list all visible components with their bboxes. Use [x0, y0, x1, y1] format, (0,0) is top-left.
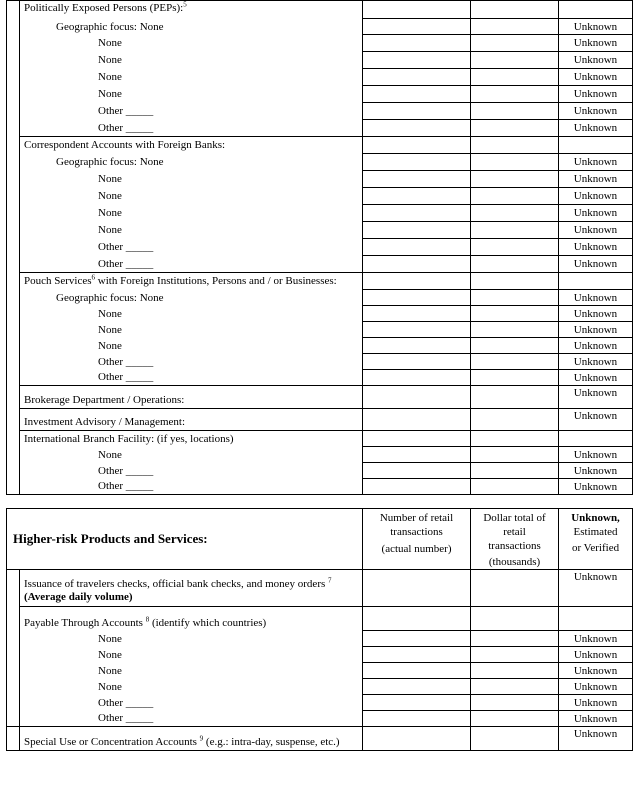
brokerage-label: Brokerage Department / Operations:: [20, 386, 363, 409]
status-cell: Unknown: [559, 222, 633, 239]
status-cell: [559, 607, 633, 631]
row-label: Other _____: [20, 370, 363, 386]
dollar-total-cell[interactable]: [471, 370, 559, 386]
row-label: Other _____: [20, 120, 363, 137]
dollar-total-cell[interactable]: [471, 306, 559, 322]
row-label: None: [20, 679, 363, 695]
retail-count-cell[interactable]: [363, 154, 471, 171]
dollar-total-cell[interactable]: [471, 322, 559, 338]
retail-count-cell[interactable]: [363, 1, 471, 19]
section-heading-pouch: Pouch Services$^6$ with Foreign Institutions, Persons and / or Businesses:: [20, 273, 363, 290]
retail-count-cell[interactable]: [363, 338, 471, 354]
status-cell: [559, 1, 633, 19]
dollar-total-cell[interactable]: [471, 647, 559, 663]
retail-count-cell[interactable]: [363, 103, 471, 120]
row-label: Other _____: [20, 463, 363, 479]
dollar-total-cell[interactable]: [471, 711, 559, 727]
retail-count-cell[interactable]: [363, 306, 471, 322]
payable-through-heading: Payable Through Accounts $^8$ (identify which countries): [20, 607, 363, 631]
row-label: None: [20, 306, 363, 322]
status-cell: [559, 137, 633, 154]
retail-count-cell[interactable]: [363, 239, 471, 256]
travelers-checks-label: Issuance of travelers checks, official bank checks, and money orders $^7$ (Average daily volume): [20, 570, 363, 607]
row-label: None: [20, 631, 363, 647]
retail-count-cell[interactable]: [363, 120, 471, 137]
retail-count-cell[interactable]: [363, 273, 471, 290]
row-label: None: [20, 35, 363, 52]
dollar-total-cell[interactable]: [471, 570, 559, 607]
status-cell: Unknown: [559, 86, 633, 103]
row-label: None: [20, 322, 363, 338]
dollar-total-cell[interactable]: [471, 256, 559, 273]
dollar-total-cell[interactable]: [471, 35, 559, 52]
retail-count-cell[interactable]: [363, 370, 471, 386]
section-heading-intl-branch: International Branch Facility: (if yes, locations): [20, 431, 363, 447]
status-cell: Unknown: [559, 338, 633, 354]
dollar-total-cell[interactable]: [471, 354, 559, 370]
status-cell: Unknown: [559, 570, 633, 607]
retail-count-cell[interactable]: [363, 409, 471, 431]
row-label: None: [20, 171, 363, 188]
status-cell: Unknown: [559, 727, 633, 751]
section-heading-correspondent: Correspondent Accounts with Foreign Banks:: [20, 137, 363, 154]
row-label: None: [20, 663, 363, 679]
retail-count-cell[interactable]: [363, 188, 471, 205]
retail-count-cell[interactable]: [363, 256, 471, 273]
dollar-total-cell[interactable]: [471, 463, 559, 479]
row-label: Other _____: [20, 695, 363, 711]
retail-count-cell[interactable]: [363, 322, 471, 338]
row-label: Other _____: [20, 711, 363, 727]
dollar-total-cell[interactable]: [471, 154, 559, 171]
retail-count-cell[interactable]: [363, 205, 471, 222]
row-label: None: [20, 647, 363, 663]
section-title: Higher-risk Products and Services:: [7, 509, 363, 570]
retail-count-cell[interactable]: [363, 727, 471, 751]
dollar-total-cell[interactable]: [471, 103, 559, 120]
dollar-total-cell[interactable]: [471, 171, 559, 188]
dollar-total-cell[interactable]: [471, 52, 559, 69]
dollar-total-cell[interactable]: [471, 137, 559, 154]
row-label: Other _____: [20, 103, 363, 120]
dollar-total-cell[interactable]: [471, 120, 559, 137]
dollar-total-cell[interactable]: [471, 631, 559, 647]
row-label: Geographic focus: None: [20, 19, 363, 35]
retail-count-cell[interactable]: [363, 52, 471, 69]
dollar-total-cell[interactable]: [471, 409, 559, 431]
row-label: Other _____: [20, 239, 363, 256]
status-cell: Unknown: [559, 370, 633, 386]
row-label: None: [20, 447, 363, 463]
status-cell: Unknown: [559, 103, 633, 120]
retail-count-cell[interactable]: [363, 479, 471, 495]
retail-count-cell[interactable]: [363, 695, 471, 711]
dollar-total-cell[interactable]: [471, 338, 559, 354]
col-header-dollar-total: Dollar total of retail transactions (thousands): [471, 509, 559, 570]
special-use-accounts-label: Special Use or Concentration Accounts $^9$ (e.g.: intra-day, suspense, etc.): [20, 727, 363, 751]
retail-count-cell[interactable]: [363, 663, 471, 679]
dollar-total-cell[interactable]: [471, 447, 559, 463]
status-cell: Unknown: [559, 19, 633, 35]
dollar-total-cell[interactable]: [471, 663, 559, 679]
row-label: Geographic focus: None: [20, 154, 363, 171]
row-label: None: [20, 52, 363, 69]
retail-count-cell[interactable]: [363, 570, 471, 607]
row-label: None: [20, 69, 363, 86]
status-cell: Unknown: [559, 479, 633, 495]
dollar-total-cell[interactable]: [471, 222, 559, 239]
dollar-total-cell[interactable]: [471, 273, 559, 290]
retail-count-cell[interactable]: [363, 69, 471, 86]
retail-count-cell[interactable]: [363, 447, 471, 463]
status-cell: Unknown: [559, 409, 633, 431]
status-cell: Unknown: [559, 711, 633, 727]
row-label: None: [20, 188, 363, 205]
dollar-total-cell[interactable]: [471, 679, 559, 695]
dollar-total-cell[interactable]: [471, 19, 559, 35]
dollar-total-cell[interactable]: [471, 431, 559, 447]
retail-count-cell[interactable]: [363, 711, 471, 727]
risk-table-top: [6, 0, 633, 495]
status-cell: [559, 273, 633, 290]
row-label: None: [20, 222, 363, 239]
row-label: Geographic focus: None: [20, 290, 363, 306]
status-cell: Unknown: [559, 171, 633, 188]
investment-advisory-label: Investment Advisory / Management:: [20, 409, 363, 431]
status-cell: Unknown: [559, 52, 633, 69]
dollar-total-cell[interactable]: [471, 290, 559, 306]
status-cell: Unknown: [559, 239, 633, 256]
col-header-retail-count: Number of retail transactions (actual number): [363, 509, 471, 570]
retail-count-cell[interactable]: [363, 354, 471, 370]
status-cell: Unknown: [559, 322, 633, 338]
status-cell: [559, 431, 633, 447]
retail-count-cell[interactable]: [363, 222, 471, 239]
retail-count-cell[interactable]: [363, 86, 471, 103]
status-cell: Unknown: [559, 35, 633, 52]
retail-count-cell[interactable]: [363, 137, 471, 154]
status-cell: Unknown: [559, 154, 633, 171]
dollar-total-cell[interactable]: [471, 607, 559, 631]
dollar-total-cell[interactable]: [471, 69, 559, 86]
row-label: None: [20, 86, 363, 103]
dollar-total-cell[interactable]: [471, 239, 559, 256]
row-label: Other _____: [20, 256, 363, 273]
row-label: Other _____: [20, 479, 363, 495]
col-header-status: Unknown, Estimated or Verified: [559, 509, 633, 570]
retail-count-cell[interactable]: [363, 290, 471, 306]
retail-count-cell[interactable]: [363, 171, 471, 188]
row-label: None: [20, 338, 363, 354]
status-cell: Unknown: [559, 69, 633, 86]
dollar-total-cell[interactable]: [471, 205, 559, 222]
dollar-total-cell[interactable]: [471, 695, 559, 711]
dollar-total-cell[interactable]: [471, 479, 559, 495]
retail-count-cell[interactable]: [363, 386, 471, 409]
dollar-total-cell[interactable]: [471, 727, 559, 751]
row-label: None: [20, 205, 363, 222]
status-cell: Unknown: [559, 679, 633, 695]
retail-count-cell[interactable]: [363, 647, 471, 663]
dollar-total-cell[interactable]: [471, 86, 559, 103]
row-label: Other _____: [20, 354, 363, 370]
status-cell: Unknown: [559, 354, 633, 370]
section-heading-peps: Politically Exposed Persons (PEPs):$^5$: [20, 1, 363, 19]
status-cell: Unknown: [559, 447, 633, 463]
retail-count-cell[interactable]: [363, 19, 471, 35]
retail-count-cell[interactable]: [363, 35, 471, 52]
status-cell: Unknown: [559, 205, 633, 222]
retail-count-cell[interactable]: [363, 431, 471, 447]
status-cell: Unknown: [559, 631, 633, 647]
status-cell: Unknown: [559, 695, 633, 711]
retail-count-cell[interactable]: [363, 607, 471, 631]
retail-count-cell[interactable]: [363, 631, 471, 647]
retail-count-cell[interactable]: [363, 463, 471, 479]
status-cell: Unknown: [559, 386, 633, 409]
status-cell: Unknown: [559, 188, 633, 205]
status-cell: Unknown: [559, 306, 633, 322]
higher-risk-products-table: [6, 508, 633, 751]
dollar-total-cell[interactable]: [471, 188, 559, 205]
status-cell: Unknown: [559, 256, 633, 273]
status-cell: Unknown: [559, 463, 633, 479]
dollar-total-cell[interactable]: [471, 1, 559, 19]
dollar-total-cell[interactable]: [471, 386, 559, 409]
status-cell: Unknown: [559, 647, 633, 663]
retail-count-cell[interactable]: [363, 679, 471, 695]
status-cell: Unknown: [559, 120, 633, 137]
status-cell: Unknown: [559, 663, 633, 679]
status-cell: Unknown: [559, 290, 633, 306]
